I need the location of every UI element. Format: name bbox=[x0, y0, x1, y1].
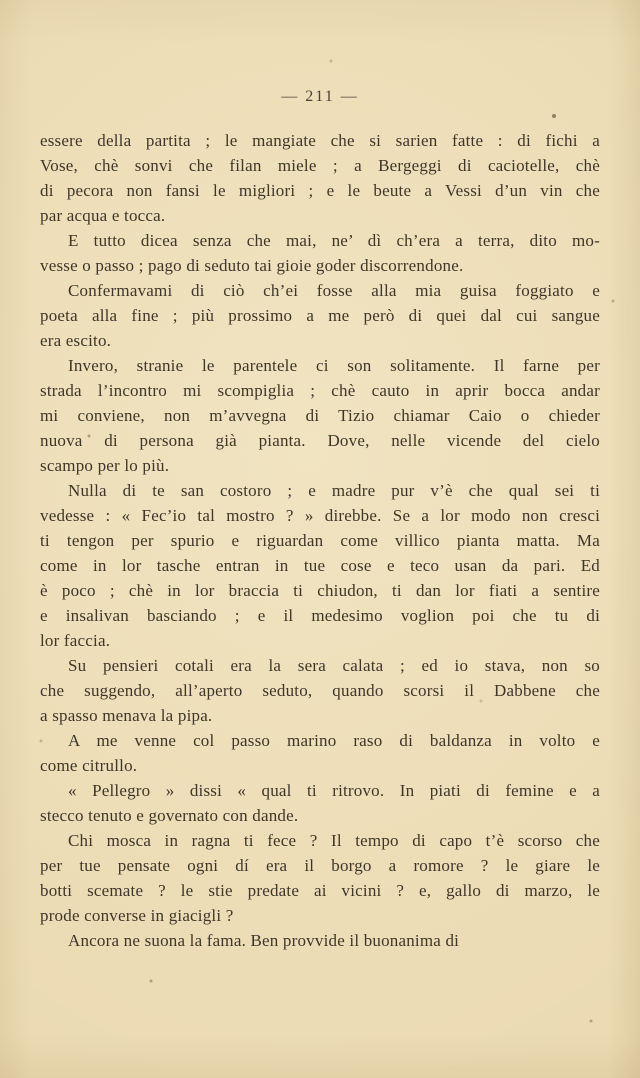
text-line: come in lor tasche entran in tue cose e teco usan da pari. Ed bbox=[40, 556, 600, 575]
text-line: stecco tenuto e governato con dande. bbox=[40, 806, 299, 825]
text-line: lor faccia. bbox=[40, 631, 111, 650]
text-line: essere della partita ; le mangiate che si sarien fatte : di fichi a bbox=[40, 131, 600, 150]
text-line: Su pensieri cotali era la sera calata ; ed io stava, non so bbox=[68, 656, 600, 675]
text-line: prode converse in giacigli ? bbox=[40, 906, 234, 925]
text-line: come citrullo. bbox=[40, 756, 138, 775]
text-line: A me venne col passo marino raso di baldanza in volto e bbox=[68, 731, 600, 750]
paragraph bbox=[40, 928, 600, 953]
paragraph bbox=[40, 278, 600, 353]
text-line: « Pellegro » dissi « qual ti ritrovo. In piati di femine e a bbox=[68, 781, 600, 800]
paragraph bbox=[40, 653, 600, 728]
text-line: mi conviene, non m’avvegna di Tizio chiamar Caio o chieder bbox=[40, 406, 600, 425]
text-line: che suggendo, all’aperto seduto, quando scorsi il Dabbene che bbox=[40, 681, 600, 700]
text-line: a spasso menava la pipa. bbox=[40, 706, 213, 725]
paragraph bbox=[40, 128, 600, 228]
text-line: Invero, stranie le parentele ci son solitamente. Il farne per bbox=[68, 356, 600, 375]
paragraph bbox=[40, 828, 600, 928]
text-line: botti scemate ? le stie predate ai vicini ? e, gallo di marzo, le bbox=[40, 881, 600, 900]
text-line: Vose, chè sonvi che filan miele ; a Bergeggi di caciotelle, chè bbox=[40, 156, 600, 175]
text-line: vesse o passo ; pago di seduto tai gioie goder discorrendone. bbox=[40, 256, 464, 275]
text-line: e insalivan basciando ; e il medesimo voglion poi che tu di bbox=[40, 606, 600, 625]
text-line: Nulla di te san costoro ; e madre pur v’è che qual sei ti bbox=[68, 481, 600, 500]
text-line: par acqua e tocca. bbox=[40, 206, 166, 225]
paragraph bbox=[40, 778, 600, 828]
text-line: E tutto dicea senza che mai, ne’ dì ch’era a terra, dito mo- bbox=[68, 231, 600, 250]
text-line: poeta alla fine ; più prossimo a me però di quei dal cui sangue bbox=[40, 306, 600, 325]
paragraph bbox=[40, 478, 600, 653]
text-line: nuova di persona già pianta. Dove, nelle vicende del cielo bbox=[40, 431, 600, 450]
text-line: è poco ; chè in lor braccia ti chiudon, ti dan lor fiati a sentire bbox=[40, 581, 600, 600]
text-line: Ancora ne suona la fama. Ben provvide il buonanima di bbox=[68, 931, 460, 950]
text-line: strada l’incontro mi scompiglia ; chè cauto in aprir bocca andar bbox=[40, 381, 600, 400]
page-number: — 211 — bbox=[281, 88, 359, 105]
text-line: di pecora non fansi le migliori ; e le beute a Vessi d’un vin che bbox=[40, 181, 600, 200]
paragraph bbox=[40, 228, 600, 278]
page-text bbox=[40, 128, 600, 953]
text-line: per tue pensate ogni dí era il borgo a romore ? le giare le bbox=[40, 856, 600, 875]
text-line: Chi mosca in ragna ti fece ? Il tempo di capo t’è scorso che bbox=[68, 831, 600, 850]
text-line: vedesse : « Fec’io tal mostro ? » direbbe. Se a lor modo non cresci bbox=[40, 506, 600, 525]
text-line: scampo per lo più. bbox=[40, 456, 170, 475]
text-line: Confermavami di ciò ch’ei fosse alla mia guisa foggiato e bbox=[68, 281, 600, 300]
text-line: ti tengon per spurio e riguardan come villico pianta matta. Ma bbox=[40, 531, 600, 550]
paragraph bbox=[40, 353, 600, 478]
paragraph bbox=[40, 728, 600, 778]
text-line: era escito. bbox=[40, 331, 112, 350]
